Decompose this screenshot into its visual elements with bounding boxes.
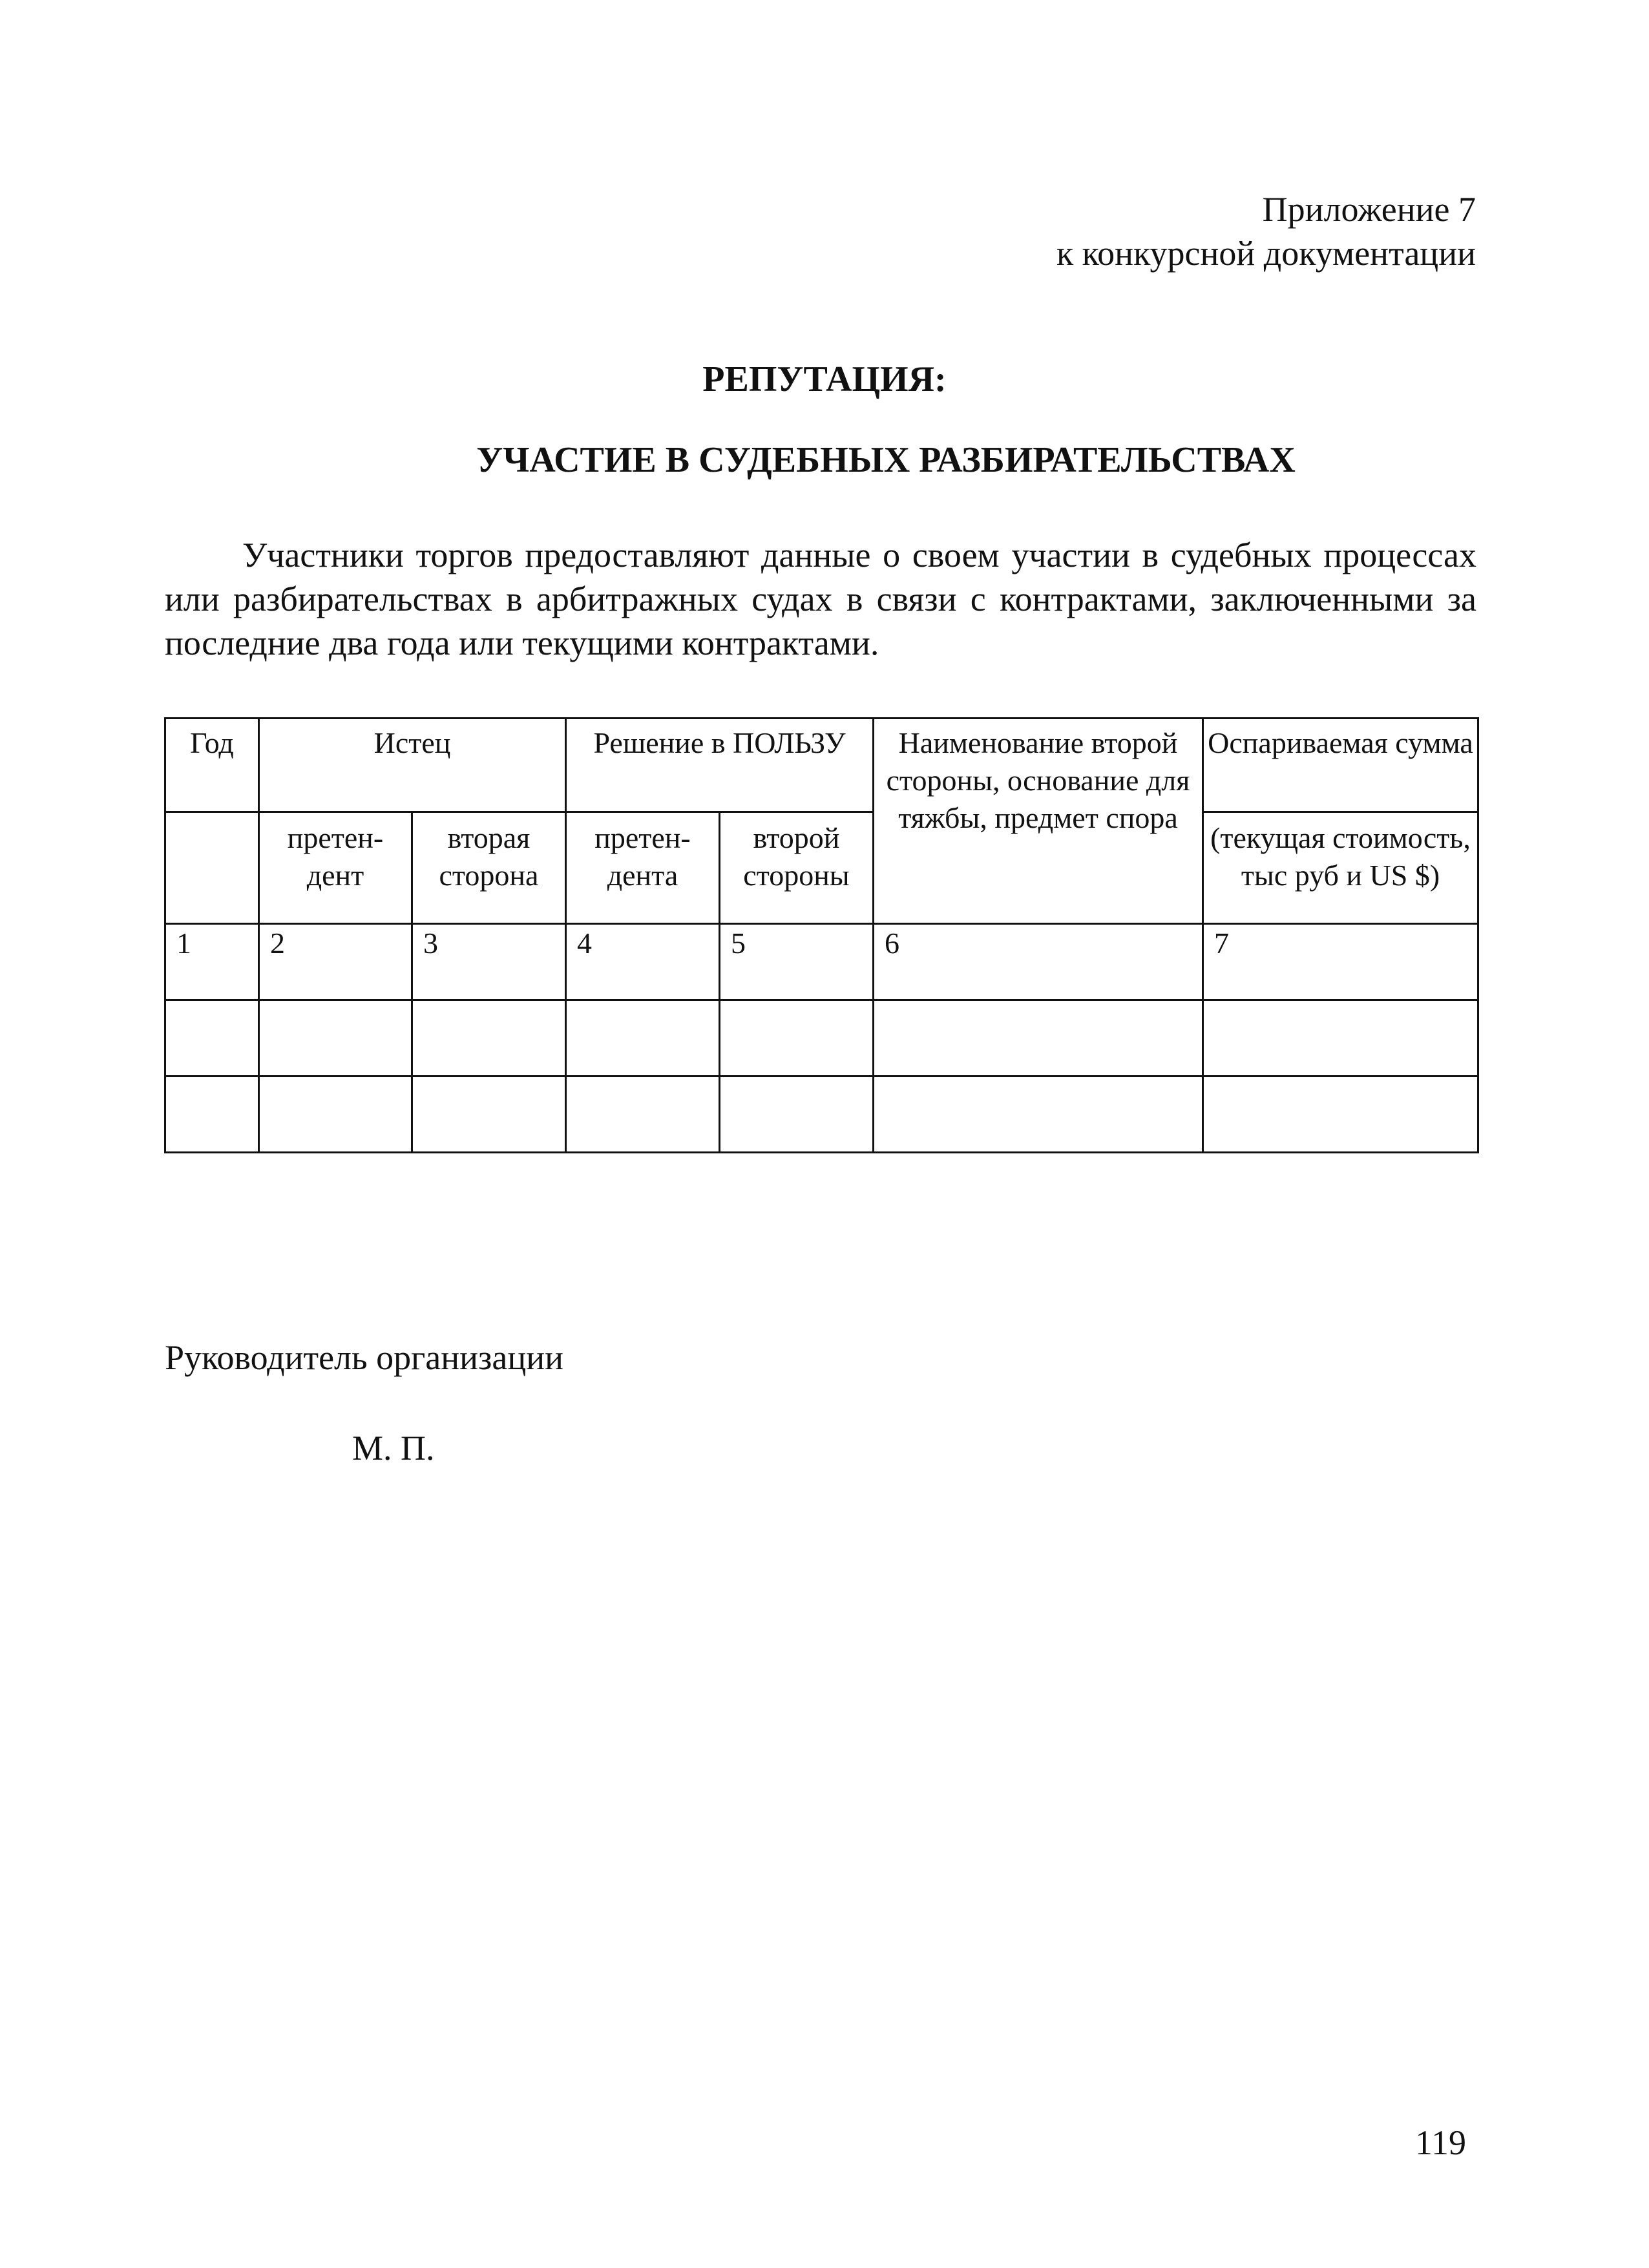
stamp-label: М. П. [352,1429,435,1467]
column-number: 1 [165,924,259,1000]
appendix-line-2: к конкурсной документации [1056,234,1476,273]
table-cell[interactable] [566,1076,720,1153]
document-title: РЕПУТАЦИЯ: [702,359,947,399]
subheader-year-empty [165,812,259,924]
page-number: 119 [1415,2123,1466,2162]
column-number: 5 [720,924,874,1000]
column-number: 2 [259,924,412,1000]
table-cell[interactable] [874,1000,1203,1076]
header-other-party: Наименование второй стороны, основание для тяжбы, предмет спора [874,719,1203,924]
subheader-plaintiff-claimant: претен-дент [259,812,412,924]
column-number: 3 [412,924,566,1000]
table-cell[interactable] [874,1076,1203,1153]
table-subheader-row [165,812,1478,924]
header-plaintiff: Истец [259,719,566,812]
appendix-line-1: Приложение 7 [1262,190,1476,229]
table-cell[interactable] [412,1076,566,1153]
subheader-amount-note: (текущая стоимость, тыс руб и US $) [1203,812,1478,924]
subheader-decision-second: второй стороны [720,812,874,924]
table-cell[interactable] [720,1076,874,1153]
table-cell[interactable] [1203,1000,1478,1076]
subheader-plaintiff-second: вторая сторона [412,812,566,924]
intro-paragraph: Участники торгов предоставляют данные о своем участии в судебных процессах или разбирательствах в арбитражных судах в связи с контрактами, заключенными за последние два года или текущими контрактами. [165,536,1476,662]
header-year: Год [165,719,259,812]
table-cell[interactable] [1203,1076,1478,1153]
table-cell[interactable] [259,1000,412,1076]
table-row [165,1076,1478,1153]
appendix-note [1056,187,1476,275]
table-number-row [165,924,1478,1000]
table-cell[interactable] [165,1076,259,1153]
table-cell[interactable] [720,1000,874,1076]
signature-label: Руководитель организации [165,1338,564,1377]
table-cell[interactable] [566,1000,720,1076]
column-number: 4 [566,924,720,1000]
header-amount: Оспариваемая сумма [1203,719,1478,812]
table-row [165,1000,1478,1076]
column-number: 7 [1203,924,1478,1000]
document-subtitle: УЧАСТИЕ В СУДЕБНЫХ РАЗБИРАТЕЛЬСТВАХ [476,440,1296,480]
table-cell[interactable] [259,1076,412,1153]
subheader-decision-claimant: претен-дента [566,812,720,924]
table-cell[interactable] [412,1000,566,1076]
table-cell[interactable] [165,1000,259,1076]
header-decision: Решение в ПОЛЬЗУ [566,719,874,812]
column-number: 6 [874,924,1203,1000]
table-header-row [165,719,1478,812]
litigation-table [164,717,1479,1153]
